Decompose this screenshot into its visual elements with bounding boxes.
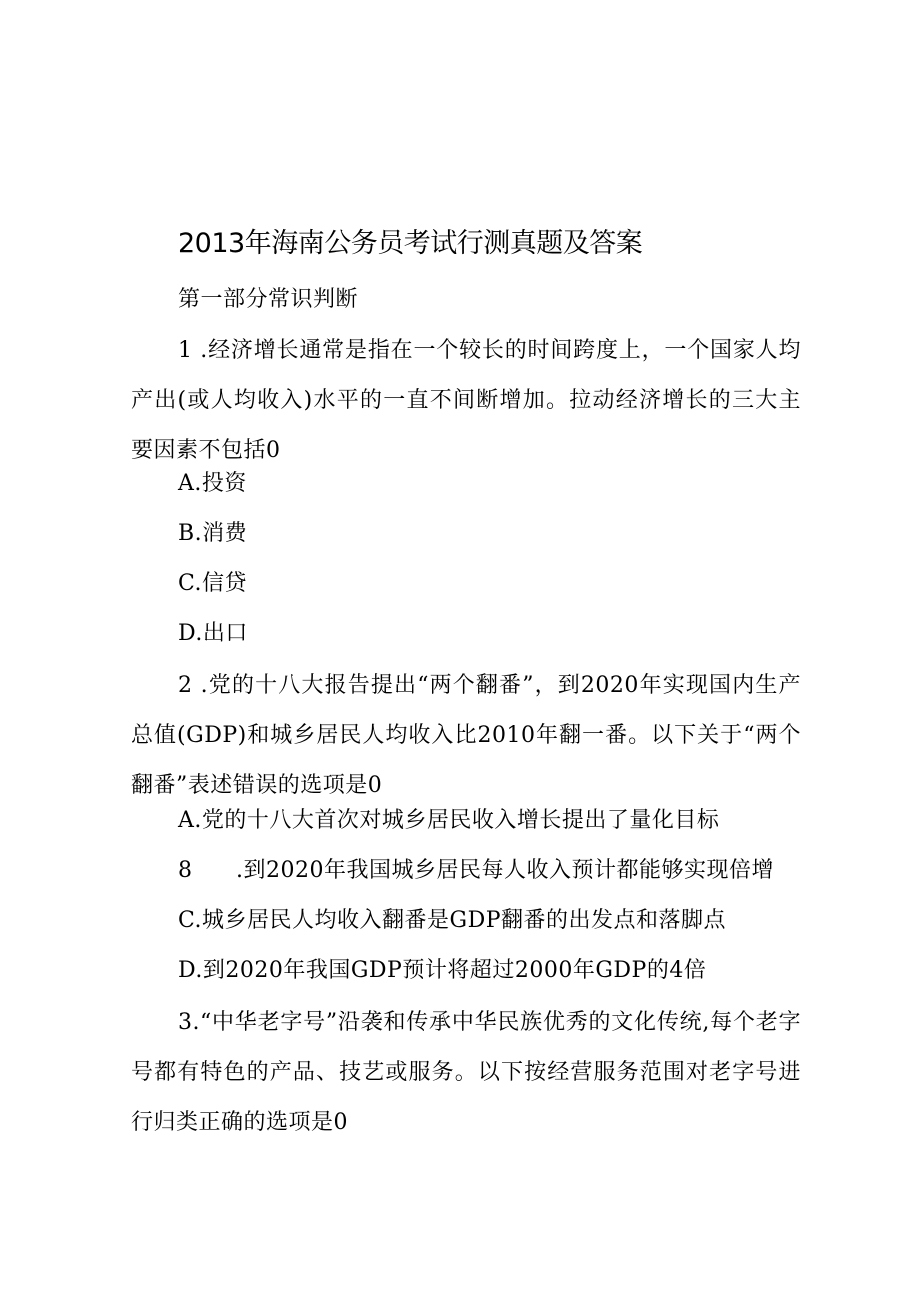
question-2-option-b-label: 8 [178, 858, 193, 883]
question-2-option-a: A.党的十八大首次对城乡居民收入增长提出了量化目标 [178, 808, 720, 833]
question-1-option-d: D.出口 [178, 621, 248, 646]
question-1-text: 1 .经济增长通常是指在一个较长的时间跨度上，一个国家人均产出(或人均收入)水平的一直不间断增加。拉动经济增长的三大主要因素不包括0 [131, 338, 801, 463]
question-2-option-d: D.到2020年我国GDP预计将超过2000年GDP的4倍 [178, 958, 707, 983]
question-2-option-c: C.城乡居民人均收入翻番是GDP翻番的出发点和落脚点 [178, 908, 727, 933]
question-3-text: 3.“中华老字号”沿袭和传承中华民族优秀的文化传统,每个老字号都有特色的产品、技艺或服务。以下按经营服务范围对老字号进行归类正确的选项是0 [131, 1010, 801, 1135]
document-title: 2013年海南公务员考试行测真题及答案 [178, 228, 643, 259]
question-1-option-a: A.投资 [178, 471, 247, 496]
question-1-option-b: B.消费 [178, 521, 248, 546]
question-2-option-b: .到2020年我国城乡居民每人收入预计都能够实现倍增 [236, 858, 774, 883]
section-heading: 第一部分常识判断 [178, 287, 359, 312]
question-1-option-c: C.信贷 [178, 571, 248, 596]
question-2-text: 2 .党的十八大报告提出“两个翻番”，到2020年实现国内生产总值(GDP)和城乡居民人均收入比2010年翻一番。以下关于“两个翻番”表述错误的选项是0 [131, 673, 801, 798]
